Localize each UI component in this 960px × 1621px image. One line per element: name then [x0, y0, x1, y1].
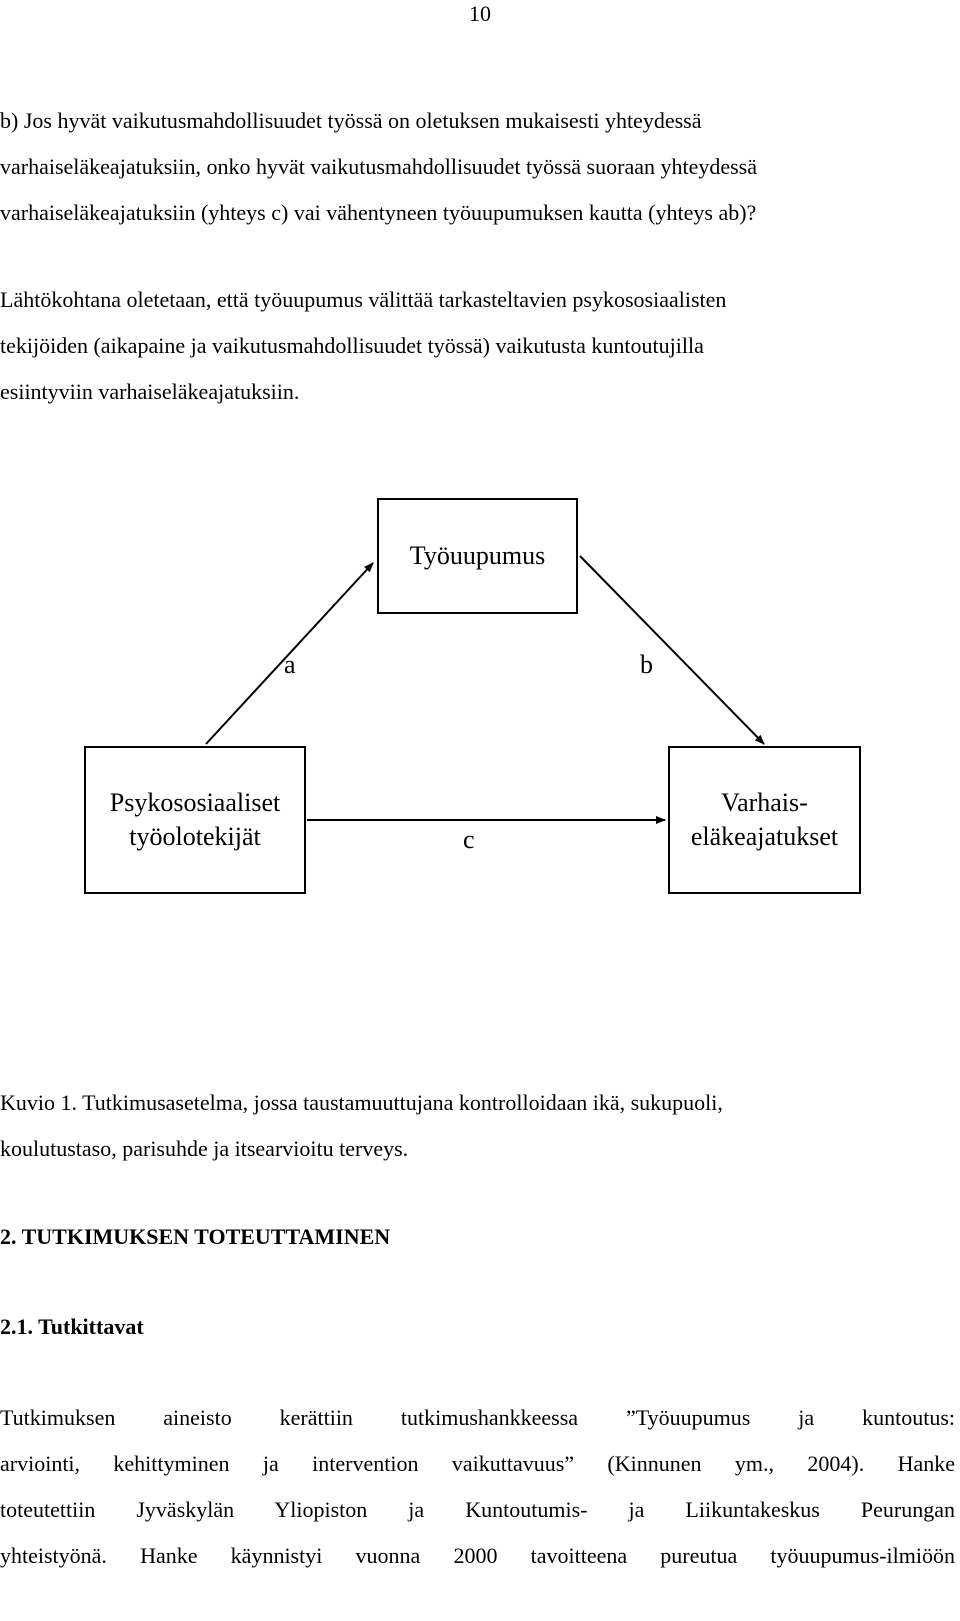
- mediator-box: [377, 498, 578, 614]
- section-heading: 2. TUTKIMUKSEN TOTEUTTAMINEN: [0, 1224, 391, 1249]
- text-line: Lähtökohtana oletetaan, että työuupumus välittää tarkasteltavien psykososiaalisten: [0, 287, 727, 312]
- outcome-box: [668, 746, 861, 894]
- subsection-heading: 2.1. Tutkittavat: [0, 1314, 144, 1339]
- outcome-label: Varhais-: [721, 788, 808, 817]
- predictor-label: Psykososiaaliset: [109, 788, 281, 817]
- text-line: varhaiseläkeajatuksiin, onko hyvät vaikutusmahdollisuudet työssä suoraan yhteydessä: [0, 154, 758, 179]
- path-b-arrow: [580, 556, 764, 744]
- page-number: 10: [469, 1, 491, 26]
- text-line: Kuvio 1. Tutkimusasetelma, jossa taustamuuttujana kontrolloidaan ikä, sukupuoli,: [0, 1090, 723, 1115]
- outcome-label: eläkeajatukset: [690, 822, 839, 851]
- text-line: yhteistyönä. Hanke käynnistyi vuonna 2000 tavoitteena pureutua työuupumus-ilmiöön: [0, 1543, 955, 1568]
- figure-caption: [0, 1080, 955, 1172]
- path-c-label: c: [463, 825, 475, 854]
- path-b-label: b: [640, 650, 653, 679]
- predictor-box: [84, 746, 306, 894]
- text-line: toteutettiin Jyväskylän Yliopiston ja Kuntoutumis- ja Liikuntakeskus Peurungan: [0, 1497, 955, 1522]
- text-line: arviointi, kehittyminen ja intervention vaikuttavuus” (Kinnunen ym., 2004). Hanke: [0, 1451, 955, 1476]
- mediator-label: Työuupumus: [409, 541, 546, 570]
- text-line: koulutustaso, parisuhde ja itsearvioitu terveys.: [0, 1136, 409, 1161]
- predictor-label: työolotekijät: [129, 822, 261, 851]
- text-line: esiintyviin varhaiseläkeajatuksiin.: [0, 379, 300, 404]
- path-a-label: a: [284, 650, 296, 679]
- body-paragraph: [0, 1395, 955, 1579]
- text-line: varhaiseläkeajatuksiin (yhteys c) vai vähentyneen työuupumuksen kautta (yhteys ab)?: [0, 200, 757, 225]
- text-line: Tutkimuksen aineisto kerättiin tutkimushankkeessa ”Työuupumus ja kuntoutus:: [0, 1405, 955, 1430]
- text-line: tekijöiden (aikapaine ja vaikutusmahdollisuudet työssä) vaikutusta kuntoutujilla: [0, 333, 704, 358]
- text-line: b) Jos hyvät vaikutusmahdollisuudet työssä on oletuksen mukaisesti yhteydessä: [0, 108, 702, 133]
